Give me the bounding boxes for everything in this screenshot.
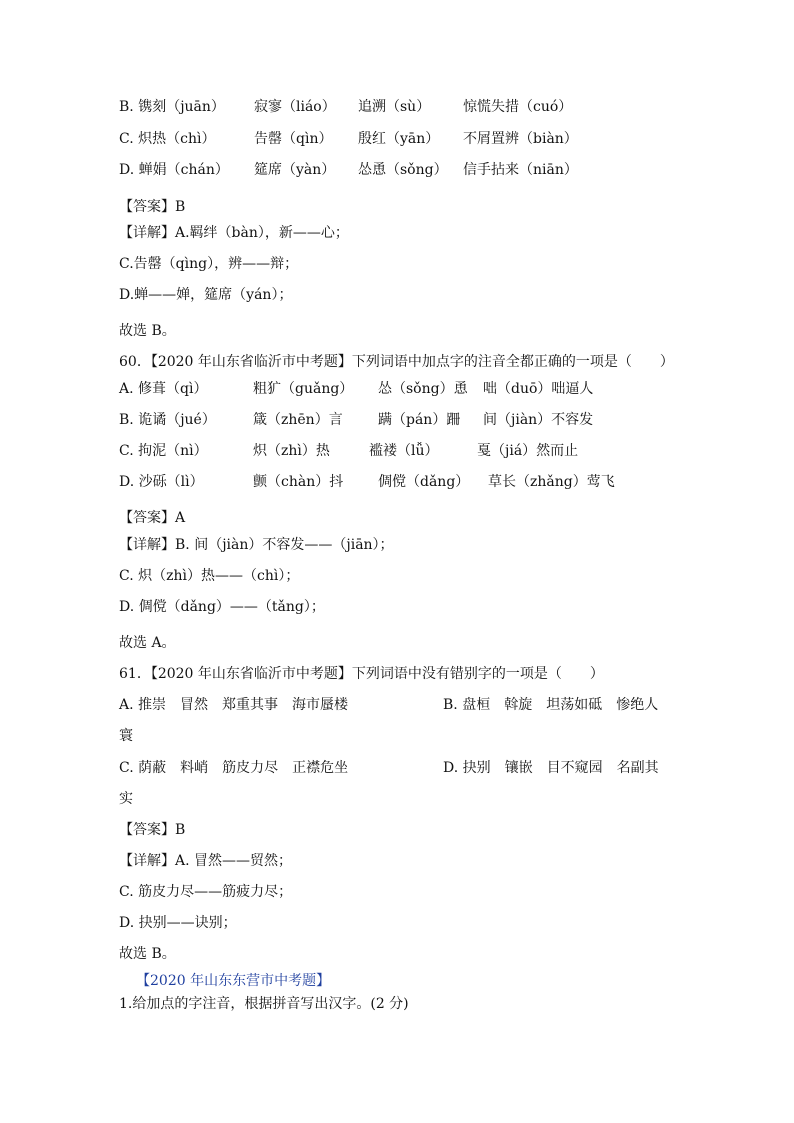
option-item: 褴褛（lǚ）	[369, 443, 439, 459]
option-item: 咄（duō）咄逼人	[483, 381, 594, 397]
option-item: 蹒（pán）跚	[378, 412, 461, 428]
option-item: 箴（zhēn）言	[253, 412, 343, 428]
option-item: 怂（sǒng）恿	[378, 381, 468, 397]
option-item: 粗犷（guǎng）	[253, 381, 354, 397]
q60-detail-line: D. 倜傥（dǎng）——（tǎng）；	[119, 599, 325, 615]
q59-detail-line: 故选 B。	[119, 323, 176, 339]
option-item: B. 诡谲（jué）	[119, 412, 216, 428]
q61-detail-line: 故选 B。	[119, 946, 176, 962]
option-item: C. 拘泥（nì）	[119, 443, 208, 459]
option-item: D. 沙砾（lì）	[119, 474, 204, 490]
q59-detail-line: D.蝉——婵，筵席（yán）；	[119, 287, 293, 303]
option-item: 草长（zhǎng）莺飞	[488, 474, 615, 490]
q61-option-b-cont: 寰	[119, 728, 133, 744]
option-item: 殷红（yān）	[358, 131, 440, 147]
option-item: 倜傥（dǎng）	[378, 474, 470, 490]
option-item: 炽（zhì）热	[253, 443, 330, 459]
option-item: D. 蝉娟（chán）	[119, 162, 229, 178]
option-item: 信手拈来（niān）	[463, 162, 578, 178]
q60-detail-line: 【详解】B. 间（jiàn）不容发——（jiān）；	[119, 537, 394, 553]
q61-option-d-cont: 实	[119, 791, 133, 807]
option-item: 间（jiàn）不容发	[483, 412, 594, 428]
option-item: 告罄（qìn）	[254, 131, 333, 147]
option-item: 颤（chàn）抖	[253, 474, 344, 490]
option-item: 追溯（sù）	[358, 99, 431, 115]
option-item: 寂寥（liáo）	[254, 99, 336, 115]
q61-option-b: B. 盘桓 斡旋 坦荡如砥 惨绝人	[443, 697, 659, 713]
q59-answer: 【答案】B	[119, 199, 186, 215]
option-item: B. 镌刻（juān）	[119, 99, 225, 115]
next-question: 1.给加点的字注音，根据拼音写出汉字。(2 分)	[119, 996, 409, 1012]
q61-detail-line: D. 抉别——诀别；	[119, 915, 237, 931]
q60-detail-line: C. 炽（zhì）热——（chì）；	[119, 568, 300, 584]
option-item: A. 修葺（qì）	[119, 381, 208, 397]
q61-answer: 【答案】B	[119, 822, 186, 838]
option-item: 不屑置辨（biàn）	[463, 131, 578, 147]
q61-detail-line: 【详解】A. 冒然——贸然；	[119, 853, 293, 869]
q61-option-d: D. 抉别 镶嵌 目不窥园 名副其	[443, 760, 659, 776]
q59-detail-line: C.告罄（qìng），辨——辩；	[119, 256, 299, 272]
option-item: C. 炽热（chì）	[119, 131, 216, 147]
q61-option-a: A. 推崇 冒然 郑重其事 海市蜃楼	[119, 697, 349, 713]
option-item: 戛（jiá）然而止	[477, 443, 579, 459]
q61-detail-line: C. 筋皮力尽——筋疲力尽；	[119, 884, 293, 900]
q60-answer: 【答案】A	[119, 510, 186, 526]
option-item: 筵席（yàn）	[254, 162, 336, 178]
section-heading: 【2020 年山东东营市中考题】	[136, 973, 331, 989]
q61-option-c: C. 荫蔽 料峭 筋皮力尽 正襟危坐	[119, 760, 349, 776]
q61-stem: 61．【2020 年山东省临沂市中考题】下列词语中没有错别字的一项是（ ）	[119, 666, 604, 682]
option-item: 怂恿（sǒng）	[358, 162, 448, 178]
q60-stem: 60．【2020 年山东省临沂市中考题】下列词语中加点字的注音全都正确的一项是（ ）	[119, 354, 674, 370]
q60-detail-line: 故选 A。	[119, 635, 176, 651]
option-item: 惊慌失措（cuó）	[463, 99, 573, 115]
q59-detail-line: 【详解】A.羁绊（bàn），新——心；	[119, 225, 349, 241]
